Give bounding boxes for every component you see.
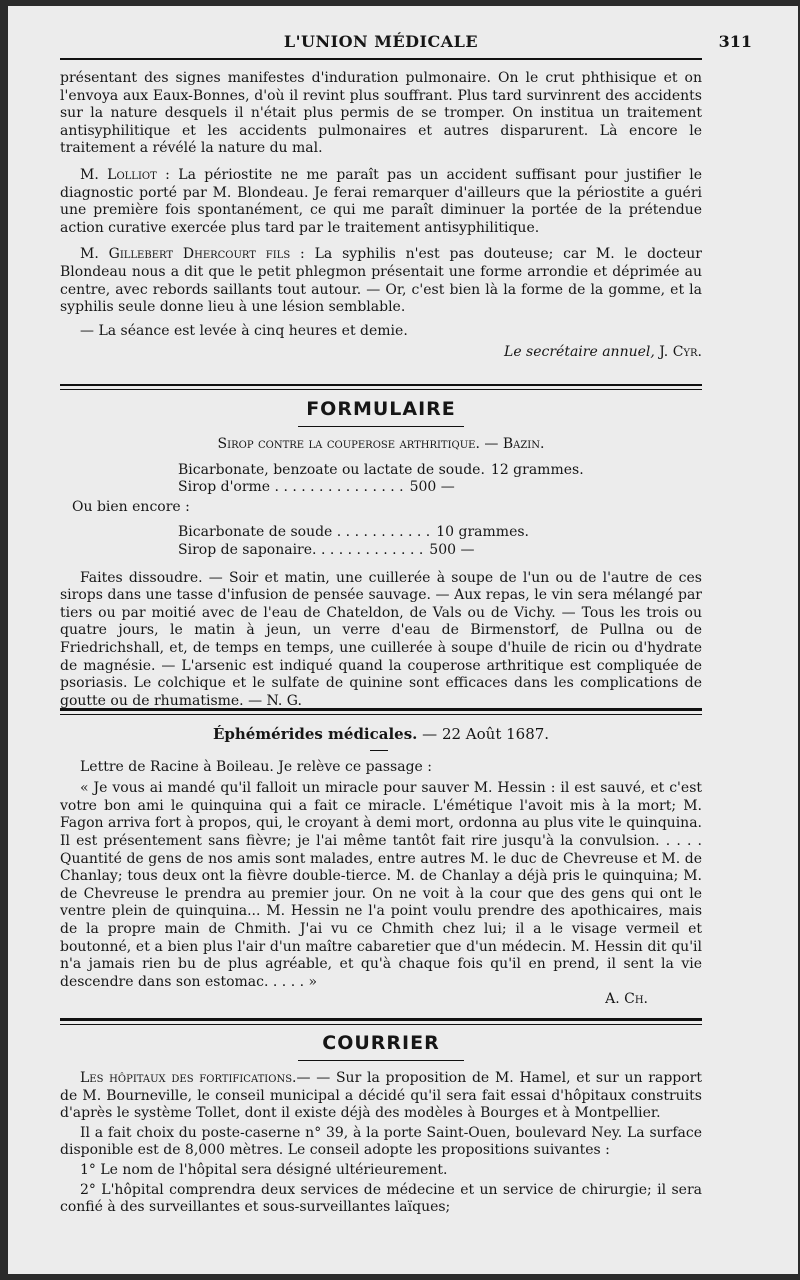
running-header [60, 32, 752, 56]
courrier-paragraph [60, 1070, 702, 1123]
section-rule [60, 708, 702, 715]
ingredient-qty: 12 grammes. [490, 461, 584, 478]
ingredient-name: Bicarbonate, benzoate ou lactate de soude. [178, 461, 485, 478]
formulaire-body [60, 436, 702, 710]
ephemerides-date: — 22 Août 1687. [422, 725, 550, 743]
recipe-2 [178, 524, 702, 559]
ephemerides-section [60, 726, 702, 1009]
closing-line: — La séance est levée à cinq heures et demie. [80, 322, 408, 339]
speaker-name: M. Lolliot : [80, 166, 170, 183]
recipe-author: — Bazin. [484, 436, 545, 452]
intro-line: Lettre de Racine à Boileau. Je relève ce passage : [80, 758, 433, 775]
courrier-body [60, 1070, 702, 1217]
instructions-paragraph: Faites dissoudre. — Soir et matin, une cuillerée à soupe de l'un ou de l'autre de ces sirops dans une tasse d'infusion de pensée sauvage. — Aux repas, le vin sera mélangé par tiers ou par moitié avec de l'eau de Chateldon, de Vals ou de Vichy. — Tous les trois ou quatre jours, le matin à jeun, un verre d'eau de Birmenstorf, de Pullna ou de Friedrichshall, et, de temps en temps, une cuillerée à soupe d'huile de ricin ou d'hydrate de magnésie. — L'arsenic est indiqué quand la couperose arthritique est compliquée de psoriasis. Le colchique et le sulfate de quinine sont efficaces dans les complications de goutte ou de rhumatisme. — N. G. [60, 569, 702, 709]
document-page [8, 6, 798, 1274]
proposition-item: 2° L'hôpital comprendra deux services de médecine et un service de chirurgie; il sera confié à des surveillantes et sous-surveillantes laïques; [60, 1181, 702, 1216]
secretary-signature [60, 344, 702, 362]
gillebert-paragraph [60, 246, 702, 316]
ingredient-name: Sirop de saponaire. . . . . . . . . . . . . [178, 541, 424, 558]
recipe-1 [178, 462, 702, 497]
section-rule [60, 384, 702, 390]
ingredient-row [178, 462, 702, 480]
speaker-name: M. Gillebert Dhercourt fils : [80, 246, 305, 263]
paragraph-text: La syphilis n'est pas douteuse; car M. le docteur Blondeau nous a dit que le petit phlegmon présentait une forme arrondie et déprimée au centre, avec rebords saillants tout autour. — Or, c'est bien là la forme de la gomme, et la syphilis seule donne lieu à une lésion semblable. [60, 246, 702, 316]
journal-title: L'UNION MÉDICALE [283, 32, 479, 51]
proposition-item: 1° Le nom de l'hôpital sera désigné ultérieurement. [80, 1161, 448, 1178]
courrier-lead: Les hôpitaux des fortifications.— [80, 1070, 311, 1086]
paragraph-text: — Sur la proposition de M. Hamel, et sur un rapport de M. Bourneville, le conseil municipal a décidé qu'il sera fait essai d'hôpitaux construits d'après le système Tollet, dont il existe déjà des modèles à Bourges et à Montpellier. [60, 1070, 702, 1122]
paragraph-text: La périostite ne me paraît pas un accident suffisant pour justifier le diagnostic porté par M. Blondeau. Je ferai remarquer d'ailleurs que la périostite a guéri une première fois spontanément, ce qui me paraît diminuer la portée de la prétendue action curative exercée plus tard par le traitement antisyphilitique. [60, 166, 703, 236]
ingredient-row [178, 524, 702, 542]
signature-name: J. Cyr. [659, 344, 702, 361]
ingredient-row [178, 479, 702, 497]
top-body [60, 70, 702, 362]
alternative-label: Ou bien encore : [72, 498, 190, 515]
lolliot-paragraph [60, 167, 702, 237]
courrier-title: COURRIER [322, 1032, 440, 1054]
title-underline [298, 1060, 464, 1061]
courrier-paragraph: Il a fait choix du poste-caserne n° 39, à la porte Saint-Ouen, boulevard Ney. La surface disponible est de 8,000 mètres. Le conseil adopte les propositions suivantes : [60, 1124, 702, 1159]
recipe-heading [60, 436, 702, 454]
continued-paragraph: présentant des signes manifestes d'induration pulmonaire. On le crut phthisique et on l'envoya aux Eaux-Bonnes, d'où il revint plus souffrant. Plus tard survinrent des accidents sur la nature desquels il n'était plus permis de se tromper. On institua un traitement antisyphilitique et les accidents pulmonaires et autres disparurent. Là encore le traitement a révélé la nature du mal. [60, 70, 702, 157]
ingredient-name: Bicarbonate de soude . . . . . . . . . . . [178, 524, 431, 541]
ingredient-qty: 10 grammes. [436, 524, 529, 541]
recipe-name: Sirop contre la couperose arthritique. [217, 436, 480, 452]
ephemerides-title: Éphémérides médicales. [212, 725, 418, 743]
ingredient-qty: 500 — [409, 479, 455, 496]
section-rule [60, 1018, 702, 1025]
racine-quote: « Je vous ai mandé qu'il falloit un miracle pour sauver M. Hessin : il est sauvé, et c'est votre bon ami le quinquina qui a fait ce miracle. L'émétique l'avoit mis à la mort; M. Fagon arriva fort à propos, qui, le croyant à demi mort, ordonna au plus vite le quinquina. Il est présentement sans fièvre; je l'ai même tantôt fait rire jusqu'à la convulsion. . . . . Quantité de gens de nos amis sont malades, entre autres M. le duc de Chevreuse et M. de Chanlay; tous deux ont la fièvre double-tierce. M. de Chanlay a déjà pris le quinquina; M. de Chevreuse le prendra au premier jour. On ne voit à la cour que des gens qui ont le ventre plein de quinquina... M. Hessin ne l'a point voulu prendre des apothicaires, mais de la propre main de Chmith. J'ai vu ce Chmith chez lui; il a le visage vermeil et boutonné, et a bien plus l'air d'un maître cabaretier que d'un médecin. M. Hessin dit qu'il n'a jamais rien bu de plus agréable, et qu'à chaque fois qu'il en prend, il sent la vie descendre dans son estomac. . . . . » [60, 780, 702, 990]
ephemerides-signature: A. Ch. [605, 991, 648, 1008]
ingredient-qty: 500 — [429, 541, 475, 558]
ingredient-name: Sirop d'orme . . . . . . . . . . . . . . . [178, 479, 404, 496]
dash-separator [370, 750, 388, 751]
ephemerides-heading [60, 726, 702, 744]
signature-role: Le secrétaire annuel, [504, 344, 655, 361]
header-rule [60, 58, 702, 60]
formulaire-title: FORMULAIRE [306, 398, 456, 420]
ingredient-row [178, 542, 702, 560]
title-underline [298, 426, 464, 427]
page-number: 311 [718, 32, 752, 51]
